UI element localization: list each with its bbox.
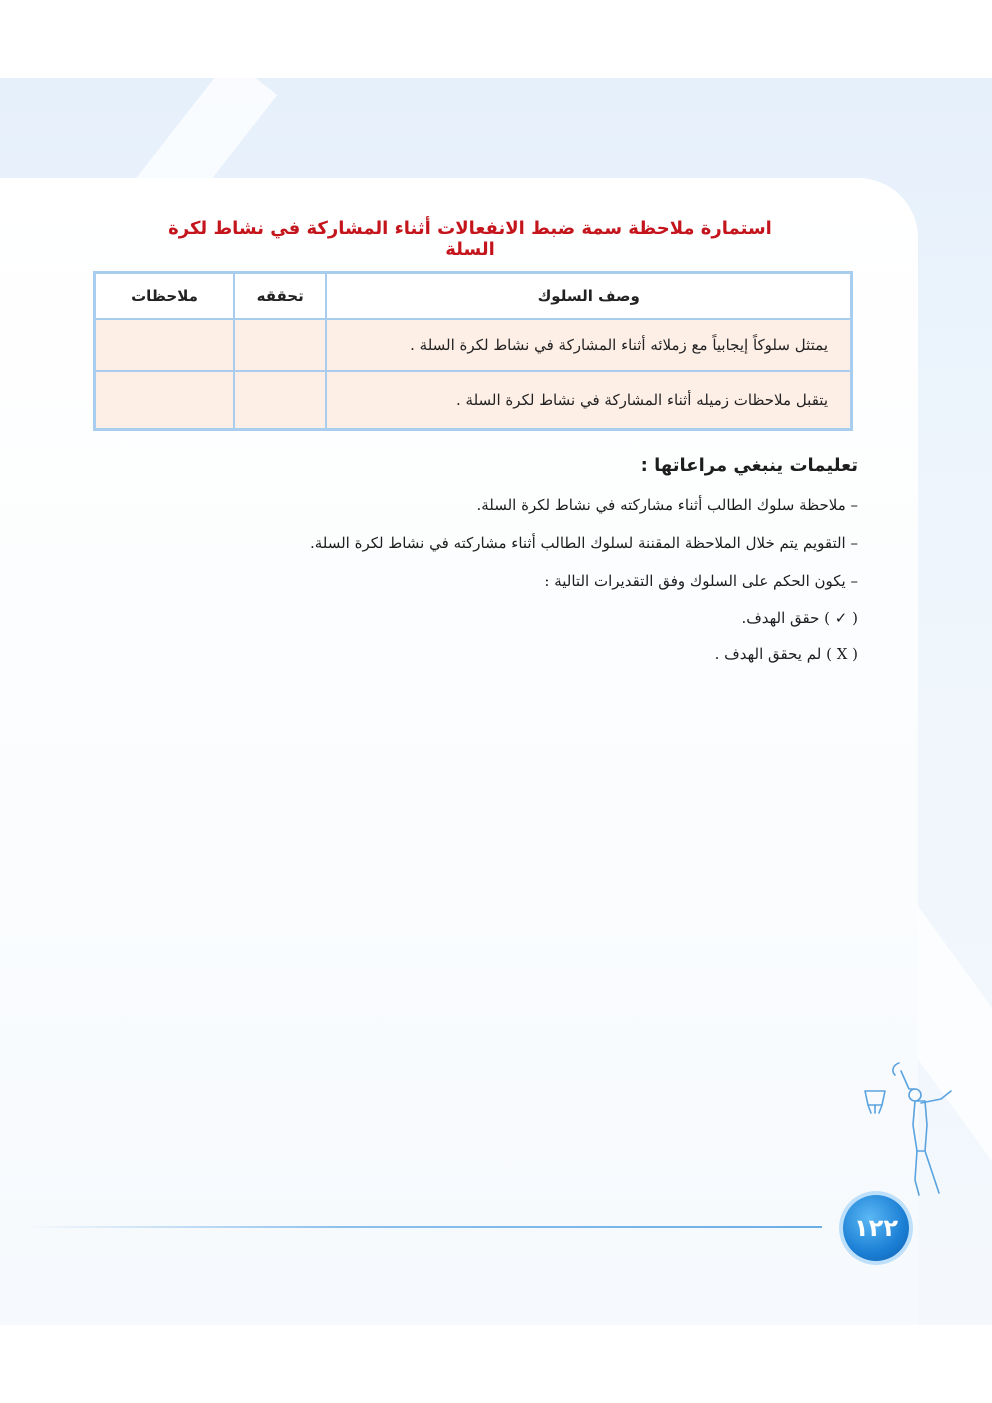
table-row — [95, 371, 852, 430]
instruction-item: – ملاحظة سلوك الطالب أثناء مشاركته في نشاط لكرة السلة. — [476, 496, 858, 514]
basketball-player-icon — [855, 1055, 965, 1200]
achieved-cell[interactable] — [234, 371, 326, 430]
table-header-row — [95, 273, 852, 320]
behavior-description-cell: يمتثل سلوكاً إيجابياً مع زملائه أثناء المشاركة في نشاط لكرة السلة . — [326, 319, 851, 371]
notes-cell[interactable] — [95, 371, 234, 430]
form-title: استمارة ملاحظة سمة ضبط الانفعالات أثناء المشاركة في نشاط لكرة السلة — [168, 218, 772, 260]
rating-achieved: ( ✓ ) حقق الهدف. — [741, 609, 858, 627]
column-header-description: وصف السلوك — [326, 273, 851, 320]
observation-table — [93, 271, 853, 431]
instruction-item: – التقويم يتم خلال الملاحظة المقننة لسلوك الطالب أثناء مشاركته في نشاط لكرة السلة. — [309, 534, 858, 552]
table-row — [95, 319, 852, 371]
instruction-item: – يكون الحكم على السلوك وفق التقديرات التالية : — [544, 572, 858, 590]
column-header-notes: ملاحظات — [95, 273, 234, 320]
page-number-badge: ١٢٢ — [843, 1195, 909, 1261]
behavior-description-cell: يتقبل ملاحظات زميله أثناء المشاركة في نشاط لكرة السلة . — [326, 371, 851, 430]
achieved-cell[interactable] — [234, 319, 326, 371]
instructions-title: تعليمات ينبغي مراعاتها : — [640, 455, 858, 476]
instructions-section — [150, 455, 858, 672]
rating-not-achieved: ( X ) لم يحقق الهدف . — [714, 645, 858, 663]
footer-divider — [25, 1226, 822, 1228]
notes-cell[interactable] — [95, 319, 234, 371]
column-header-achieved: تحققه — [234, 273, 326, 320]
